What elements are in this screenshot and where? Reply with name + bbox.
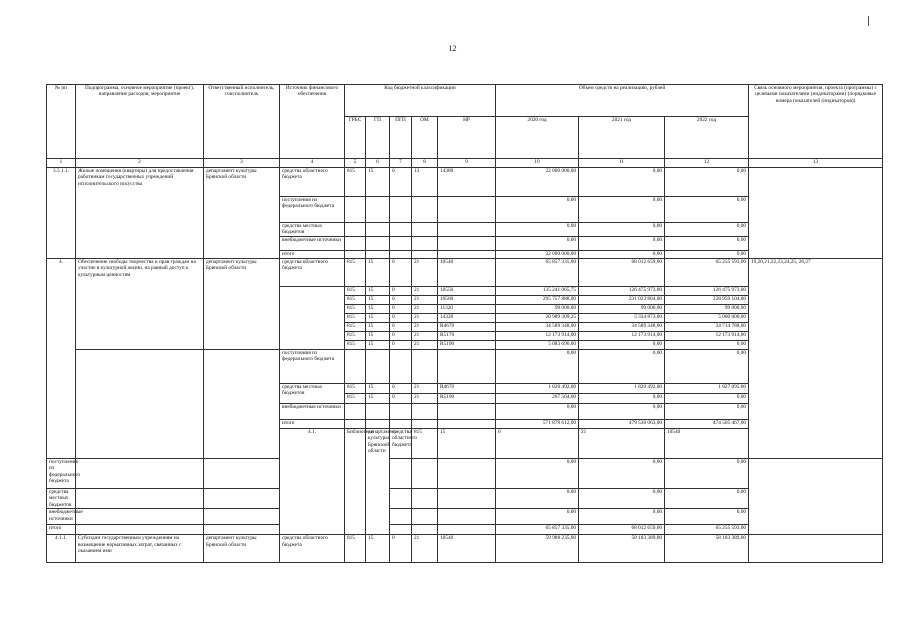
code-gp: 15 [366, 168, 390, 197]
row-number: 4.1. [280, 429, 345, 535]
value-2022: 58 183 389,00 [665, 535, 749, 563]
code-grbs: 815 [345, 332, 366, 341]
col-number: 13 [749, 159, 883, 168]
value-2021: 12 173 914,00 [579, 332, 665, 341]
header-pgp: ПГП [390, 117, 412, 159]
value-2020: 0,00 [496, 223, 579, 237]
table-row [47, 535, 883, 563]
header-executor: Ответственный исполнитель, соисполнитель [204, 85, 280, 159]
code-om [412, 237, 438, 251]
code-grbs: 815 [345, 384, 366, 394]
code-pgp: 0 [390, 259, 412, 287]
code-np [438, 251, 496, 259]
source-extra: внебюджетные источники [47, 509, 76, 525]
value-2020: 0,00 [496, 237, 579, 251]
source-federal: поступления из федерального бюджета [47, 459, 76, 489]
row-name: Библиотеки [345, 429, 366, 535]
code-gp [366, 350, 390, 384]
code-grbs: 815 [412, 429, 438, 459]
code-pgp: 0 [390, 323, 412, 332]
source-regional: средства областного бюджета [390, 429, 412, 459]
code-gp: 15 [366, 535, 390, 563]
code-np: 10540 [438, 259, 496, 287]
code-np: 10540 [438, 535, 496, 563]
value-2022: 34 714 788,00 [665, 323, 749, 332]
code-gp: 15 [366, 287, 390, 296]
code-gp: 15 [366, 332, 390, 341]
row-link: 19,20,21,22,23,24,25, 26,27 [749, 259, 883, 459]
code-gp [366, 197, 390, 223]
code-gp [204, 459, 280, 489]
header-om: ОМ [412, 117, 438, 159]
code-pgp: 0 [390, 296, 412, 305]
code-om: 21 [412, 535, 438, 563]
source-federal: поступления из федерального бюджета [280, 350, 345, 384]
row-name-cont [76, 350, 204, 459]
code-np [438, 459, 496, 489]
code-np: R5190 [438, 394, 496, 404]
value-2021: 0,00 [579, 350, 665, 384]
code-np: 14380 [438, 168, 496, 197]
header-link: Связь основного мероприятия, проекта (программы) с целевыми показателями (индикаторами) (порядковые номера показателей (индикаторов)) [749, 85, 883, 159]
col-number: 4 [280, 159, 345, 168]
code-om [412, 404, 438, 420]
code-pgp [390, 237, 412, 251]
value-2020: 0,00 [496, 350, 579, 384]
code-gp [366, 251, 390, 259]
code-pgp [390, 459, 412, 489]
value-2020: 0,00 [496, 489, 579, 509]
col-number: 5 [345, 159, 366, 168]
code-pgp: 0 [390, 341, 412, 350]
row-name: Обеспечение свободы творчества и прав граждан на участие в культурной жизни, на равный доступ к культурным ценностям [76, 259, 204, 350]
code-gp: 15 [366, 314, 390, 323]
value-2022: 65 255 593,00 [665, 525, 749, 535]
value-2022: 0,00 [665, 459, 749, 489]
code-np: 10560 [438, 296, 496, 305]
code-gp [366, 223, 390, 237]
code-np [438, 350, 496, 384]
code-om [412, 223, 438, 237]
code-grbs [345, 350, 366, 384]
source-regional: средства областного бюджета [280, 259, 345, 287]
code-pgp [390, 223, 412, 237]
source-total: итого [280, 420, 345, 429]
source-extra: внебюджетные источники [280, 404, 345, 420]
value-2022: 5 000 000,00 [665, 314, 749, 323]
scan-mark [868, 16, 869, 26]
value-2021: 99 000,00 [579, 305, 665, 314]
code-om [412, 197, 438, 223]
value-2021: 231 023 804,00 [579, 296, 665, 305]
header-2022: 2022 год [665, 117, 749, 159]
code-gp: 15 [366, 296, 390, 305]
code-gp [366, 420, 390, 429]
code-om [412, 459, 438, 489]
code-pgp: 0 [390, 314, 412, 323]
code-pgp [390, 525, 412, 535]
value-2020: 20 989 309,25 [496, 314, 579, 323]
value-2020: 267 564,00 [496, 394, 579, 404]
value-2022: 228 959 104,00 [665, 296, 749, 305]
value-2022: 0,00 [665, 394, 749, 404]
value-2022: 0,00 [665, 489, 749, 509]
code-om: 21 [412, 384, 438, 394]
page-number: 12 [448, 44, 457, 53]
header-funds: Объем средств на реализацию, рублей [496, 85, 749, 117]
code-pgp [390, 489, 412, 509]
row-executor: департамент культуры Брянской области [204, 168, 280, 259]
row-name: Жилые помещения (квартиры) для предоставления работникам государственных учреждений исполнительского искусства [76, 168, 204, 259]
code-grbs: 815 [345, 287, 366, 296]
code-grbs [76, 459, 204, 489]
code-pgp [390, 251, 412, 259]
source-total: итого [280, 251, 345, 259]
budget-table [46, 84, 883, 563]
code-grbs [76, 489, 204, 509]
value-2021: 0,00 [579, 394, 665, 404]
code-grbs [76, 525, 204, 535]
row-number: 4.1.1. [47, 535, 76, 563]
code-gp: 15 [366, 384, 390, 394]
value-2020: 5 083 696,00 [496, 341, 579, 350]
code-grbs [345, 251, 366, 259]
code-grbs: 815 [345, 341, 366, 350]
header-budget-code: Код бюджетной классификации [345, 85, 496, 117]
value-2022: 1 827 095,00 [665, 384, 749, 394]
code-pgp: 0 [390, 168, 412, 197]
code-gp: 15 [438, 429, 496, 459]
code-om: 21 [412, 314, 438, 323]
value-2021: 0,00 [579, 168, 665, 197]
code-grbs: 815 [345, 259, 366, 287]
code-om [412, 489, 438, 509]
table-row [47, 168, 883, 197]
code-np: 10540 [665, 429, 749, 459]
row-name: Субсидии государственным учреждениям на возмещение нормативных затрат, связанных с оказанием ими [76, 535, 204, 563]
code-np: R4670 [438, 384, 496, 394]
code-pgp [390, 404, 412, 420]
code-grbs [345, 223, 366, 237]
value-2021: 0,00 [579, 459, 665, 489]
code-pgp: 0 [390, 394, 412, 404]
source-total: итого [47, 525, 76, 535]
code-pgp [390, 197, 412, 223]
value-2021: 479 530 063,00 [579, 420, 665, 429]
code-gp: 15 [366, 394, 390, 404]
table-header-row [47, 85, 883, 117]
header-2021: 2021 год [579, 117, 665, 159]
header-num: № пп [47, 85, 76, 159]
source-regional-cont [280, 287, 345, 350]
code-np [438, 420, 496, 429]
source-federal: поступления из федерального бюджета [280, 197, 345, 223]
value-2021: 0,00 [579, 251, 665, 259]
code-gp: 15 [366, 259, 390, 287]
col-number: 12 [665, 159, 749, 168]
code-om [412, 350, 438, 384]
row-number: 3.5.1.1. [47, 168, 76, 259]
value-2020: 0,00 [496, 404, 579, 420]
code-om: 21 [412, 394, 438, 404]
col-number: 10 [496, 159, 579, 168]
value-2022: 0,00 [665, 350, 749, 384]
row-executor: департамент культуры Брянской области [366, 429, 390, 535]
code-gp [204, 509, 280, 525]
value-2022: 0,00 [665, 237, 749, 251]
code-np [438, 237, 496, 251]
row-executor: департамент культуры Брянской области [204, 259, 280, 350]
header-grbs: ГРБС [345, 117, 366, 159]
value-2022: 12 173 914,00 [665, 332, 749, 341]
code-om: 21 [412, 287, 438, 296]
code-np [438, 489, 496, 509]
value-2022: 474 505 467,00 [665, 420, 749, 429]
code-grbs: 815 [345, 323, 366, 332]
source-local: средства местных бюджетов [280, 384, 345, 404]
row-executor: департамент культуры Брянской области [204, 535, 280, 563]
value-2020: 135 241 065,75 [496, 287, 579, 296]
col-number: 8 [412, 159, 438, 168]
code-pgp: 0 [496, 429, 579, 459]
value-2021: 58 183 389,00 [579, 535, 665, 563]
code-grbs [345, 237, 366, 251]
code-gp: 15 [366, 323, 390, 332]
col-number: 3 [204, 159, 280, 168]
code-gp: 15 [366, 305, 390, 314]
code-np: R5190 [438, 341, 496, 350]
code-np: 14320 [438, 314, 496, 323]
table-row [47, 259, 883, 287]
code-np: 10550 [438, 287, 496, 296]
value-2021: 5 334 873,00 [579, 314, 665, 323]
value-2021: 0,00 [579, 509, 665, 525]
value-2021: 68 012 659,00 [579, 525, 665, 535]
code-grbs [76, 509, 204, 525]
col-number: 7 [390, 159, 412, 168]
code-om: 21 [412, 323, 438, 332]
code-np [438, 404, 496, 420]
code-np: R5170 [438, 332, 496, 341]
code-grbs: 815 [345, 394, 366, 404]
value-2022: 0,00 [665, 251, 749, 259]
value-2022: 99 000,00 [665, 305, 749, 314]
code-gp: 15 [366, 341, 390, 350]
value-2020: 22 000 000,00 [496, 251, 579, 259]
code-grbs: 815 [345, 535, 366, 563]
code-om [412, 420, 438, 429]
row-executor-cont [204, 350, 280, 459]
value-2021: 34 589 348,00 [579, 323, 665, 332]
code-pgp [390, 350, 412, 384]
code-om: 13 [412, 168, 438, 197]
code-om [412, 251, 438, 259]
value-2021: 0,00 [579, 489, 665, 509]
row-link [749, 535, 883, 563]
value-2020: 59 988 235,00 [496, 535, 579, 563]
code-pgp: 0 [390, 287, 412, 296]
source-local: средства местных бюджетов [280, 223, 345, 237]
source-regional: средства областного бюджета [280, 535, 345, 563]
value-2020: 295 757 888,00 [496, 296, 579, 305]
code-om [412, 509, 438, 525]
value-2020: 22 000 000,00 [496, 168, 579, 197]
code-gp [366, 404, 390, 420]
code-grbs [345, 197, 366, 223]
value-2021: 0,00 [579, 341, 665, 350]
code-np: R4670 [438, 323, 496, 332]
code-gp [366, 237, 390, 251]
code-pgp [390, 420, 412, 429]
code-grbs: 815 [345, 314, 366, 323]
code-grbs: 815 [345, 296, 366, 305]
code-np [438, 197, 496, 223]
header-2020: 2020 год [496, 117, 579, 159]
col-number: 1 [47, 159, 76, 168]
header-np: НР [438, 117, 496, 159]
value-2022: 126 475 973,00 [665, 287, 749, 296]
code-grbs: 815 [345, 305, 366, 314]
code-om: 21 [412, 305, 438, 314]
value-2021: 0,00 [579, 237, 665, 251]
value-2020: 34 589 348,00 [496, 323, 579, 332]
value-2020: 65 857 335,00 [496, 259, 579, 287]
value-2020: 0,00 [496, 197, 579, 223]
code-om: 21 [579, 429, 665, 459]
col-number: 6 [366, 159, 390, 168]
source-regional: средства областного бюджета [280, 168, 345, 197]
table-row [47, 489, 883, 509]
value-2020: 571 879 612,00 [496, 420, 579, 429]
header-gp: ГП [366, 117, 390, 159]
code-om: 21 [412, 332, 438, 341]
table-row [47, 509, 883, 525]
table-row [47, 525, 883, 535]
value-2022: 0,00 [665, 197, 749, 223]
value-2021: 0,00 [579, 223, 665, 237]
code-np [438, 223, 496, 237]
code-om: 21 [412, 296, 438, 305]
table-row [47, 459, 883, 489]
code-np [438, 509, 496, 525]
code-om: 21 [412, 341, 438, 350]
value-2020: 99 000,00 [496, 305, 579, 314]
value-2022: 0,00 [665, 168, 749, 197]
col-number: 2 [76, 159, 204, 168]
value-2021: 0,00 [579, 404, 665, 420]
source-local: средства местных бюджетов [47, 489, 76, 509]
header-program: Подпрограмма, основное мероприятие (проект), направление расходов, мероприятие [76, 85, 204, 159]
value-2020: 0,00 [496, 509, 579, 525]
code-pgp: 0 [390, 332, 412, 341]
value-2020: 1 820 492,00 [496, 384, 579, 394]
value-2020: 0,00 [496, 459, 579, 489]
code-grbs [345, 420, 366, 429]
value-2020: 12 173 914,00 [496, 332, 579, 341]
code-gp [204, 525, 280, 535]
code-pgp: 0 [390, 384, 412, 394]
value-2021: 1 820 492,00 [579, 384, 665, 394]
col-number: 9 [438, 159, 496, 168]
value-2022: 0,00 [665, 404, 749, 420]
source-extra: внебюджетные источники [280, 237, 345, 251]
value-2022: 0,00 [665, 223, 749, 237]
col-number: 11 [579, 159, 665, 168]
row-link [749, 168, 883, 259]
column-number-row [47, 159, 883, 168]
code-np: 11320 [438, 305, 496, 314]
value-2021: 126 475 973,00 [579, 287, 665, 296]
row-number: 4. [47, 259, 76, 459]
header-source: Источник финансового обеспечения [280, 85, 345, 159]
code-pgp: 0 [390, 535, 412, 563]
code-np [438, 525, 496, 535]
value-2022: 65 255 593,00 [665, 259, 749, 287]
code-om [412, 525, 438, 535]
code-grbs: 815 [345, 168, 366, 197]
value-2022: 0,00 [665, 341, 749, 350]
value-2022: 0,00 [665, 509, 749, 525]
code-pgp: 0 [390, 305, 412, 314]
code-om: 21 [412, 259, 438, 287]
code-pgp [390, 509, 412, 525]
code-grbs [345, 404, 366, 420]
value-2021: 0,00 [579, 197, 665, 223]
value-2021: 68 012 659,00 [579, 259, 665, 287]
value-2020: 65 857 335,00 [496, 525, 579, 535]
code-gp [204, 489, 280, 509]
